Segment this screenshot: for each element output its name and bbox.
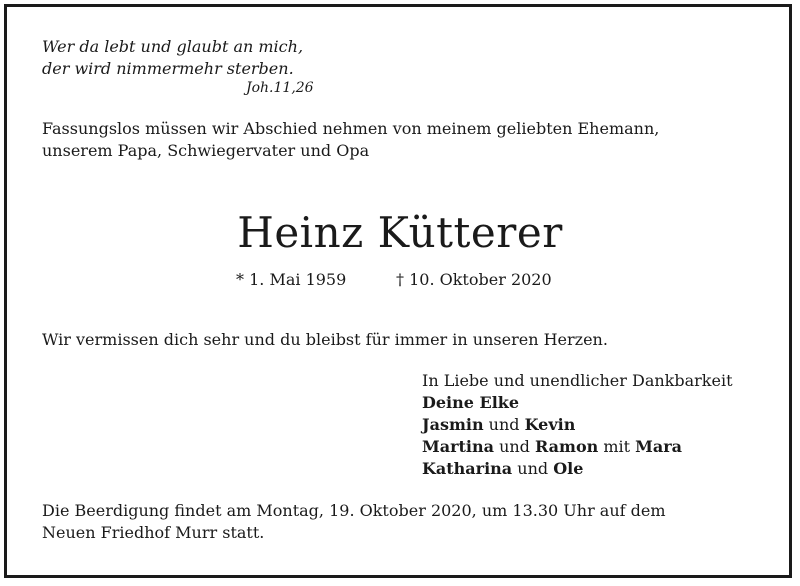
family-name: Ramon	[535, 437, 599, 456]
funeral-line: Die Beerdigung findet am Montag, 19. Oktober 2020, um 13.30 Uhr auf dem	[42, 501, 666, 520]
bible-verse	[42, 36, 303, 80]
funeral-info	[42, 500, 666, 544]
signoff-intro: In Liebe und unendlicher Dankbarkeit	[422, 371, 733, 390]
family-signoff	[422, 370, 733, 480]
family-name: Martina	[422, 437, 494, 456]
intro-line: unserem Papa, Schwiegervater und Opa	[42, 141, 370, 160]
family-name: Ole	[553, 459, 584, 478]
family-line	[422, 436, 733, 458]
intro-line: Fassungslos müssen wir Abschied nehmen von meinem geliebten Ehemann,	[42, 119, 660, 138]
connector: und	[512, 459, 554, 478]
notice-border	[4, 4, 792, 578]
family-line	[422, 414, 733, 436]
family-name: Jasmin	[422, 415, 484, 434]
verse-reference: Joh.11,26	[246, 80, 314, 96]
family-name: Kevin	[524, 415, 576, 434]
connector: und	[493, 437, 536, 456]
birth-date: * 1. Mai 1959	[236, 270, 347, 289]
family-name: Deine Elke	[422, 393, 520, 412]
memorial-sentence: Wir vermissen dich sehr und du bleibst für immer in unseren Herzen.	[42, 330, 608, 349]
verse-line: Wer da lebt und glaubt an mich,	[42, 37, 304, 56]
family-name: Mara	[635, 437, 683, 456]
death-date: † 10. Oktober 2020	[396, 270, 552, 289]
family-line	[422, 392, 733, 414]
family-name: Katharina	[422, 459, 513, 478]
family-line	[422, 458, 733, 480]
funeral-line: Neuen Friedhof Murr statt.	[42, 523, 265, 542]
connector: mit	[598, 437, 636, 456]
verse-line: der wird nimmermehr sterben.	[42, 59, 294, 78]
connector: und	[483, 415, 525, 434]
intro-text	[42, 118, 659, 162]
deceased-name: Heinz Kütterer	[237, 208, 563, 257]
